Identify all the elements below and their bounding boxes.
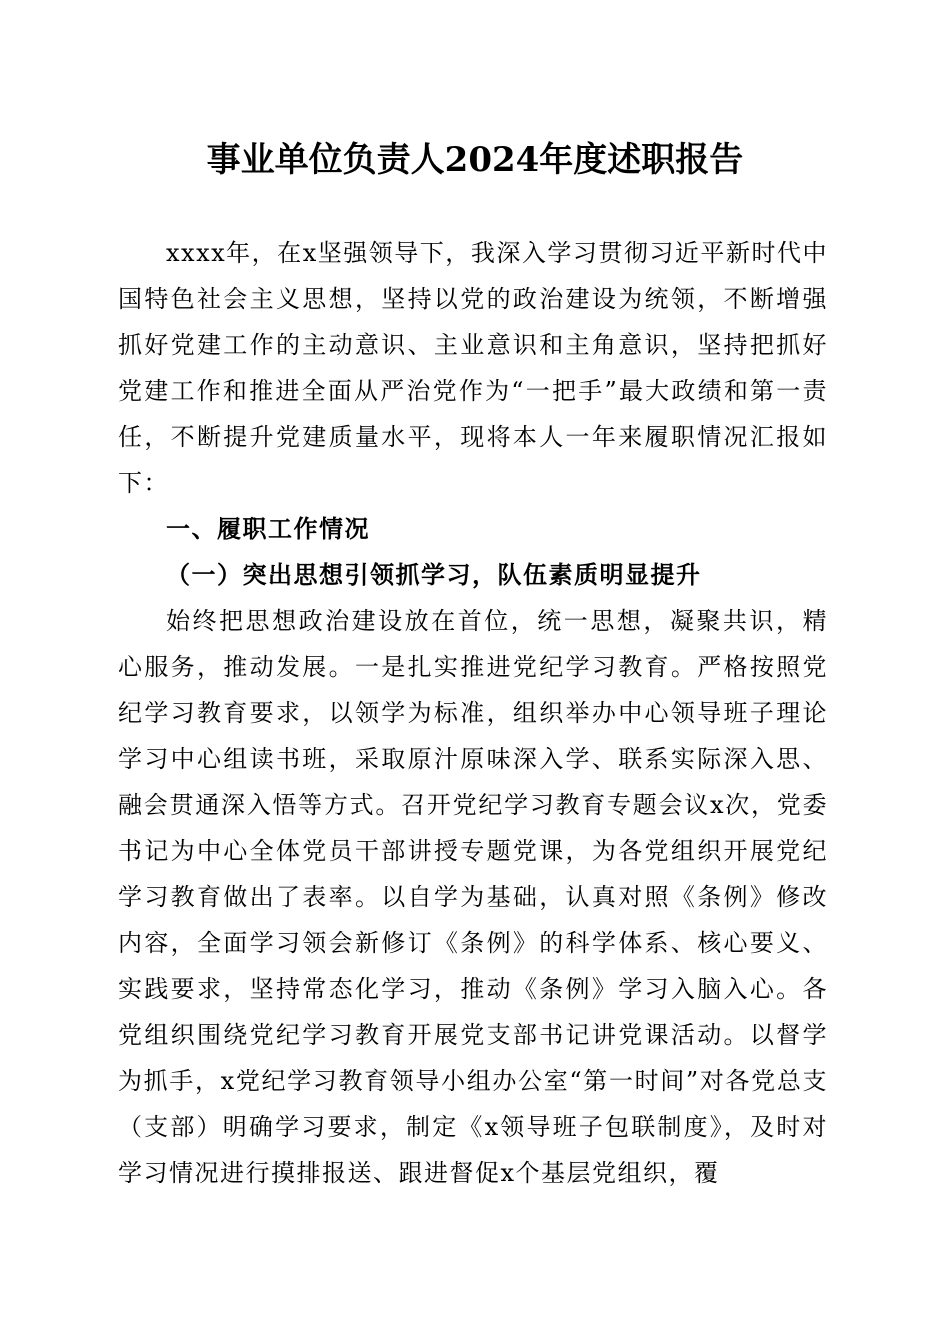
document-body <box>118 230 828 1196</box>
subsection-heading: （一）突出思想引领抓学习，队伍素质明显提升 <box>166 560 702 589</box>
document-title: 事业单位负责人2024年度述职报告 <box>206 140 744 180</box>
intro-paragraph: xxxx年，在x坚强领导下，我深入学习贯彻习近平新时代中国特色社会主义思想，坚持以党的政治建设为统领，不断增强抓好党建工作的主动意识、主业意识和主角意识，坚持把抓好党建工作和推进全面从严治党作为“一把手”最大政绩和第一责任，不断提升党建质量水平，现将本人一年来履职情况汇报如下： <box>118 239 828 497</box>
subsection-paragraph: 始终把思想政治建设放在首位，统一思想，凝聚共识，精心服务，推动发展。一是扎实推进党纪学习教育。严格按照党纪学习教育要求，以领学为标准，组织举办中心领导班子理论学习中心组读书班，采取原汁原味深入学、联系实际深入思、融会贯通深入悟等方式。召开党纪学习教育专题会议x次，党委书记为中心全体党员干部讲授专题党课，为各党组织开展党纪学习教育做出了表率。以自学为基础，认真对照《条例》修改内容，全面学习领会新修订《条例》的科学体系、核心要义、实践要求，坚持常态化学习，推动《条例》学习入脑入心。各党组织围绕党纪学习教育开展党支部书记讲党课活动。以督学为抓手，x党纪学习教育领导小组办公室“第一时间”对各党总支（支部）明确学习要求，制定《x领导班子包联制度》，及时对学习情况进行摸排报送、跟进督促x个基层党组织，覆 <box>118 607 828 1187</box>
section-heading: 一、履职工作情况 <box>166 515 370 543</box>
